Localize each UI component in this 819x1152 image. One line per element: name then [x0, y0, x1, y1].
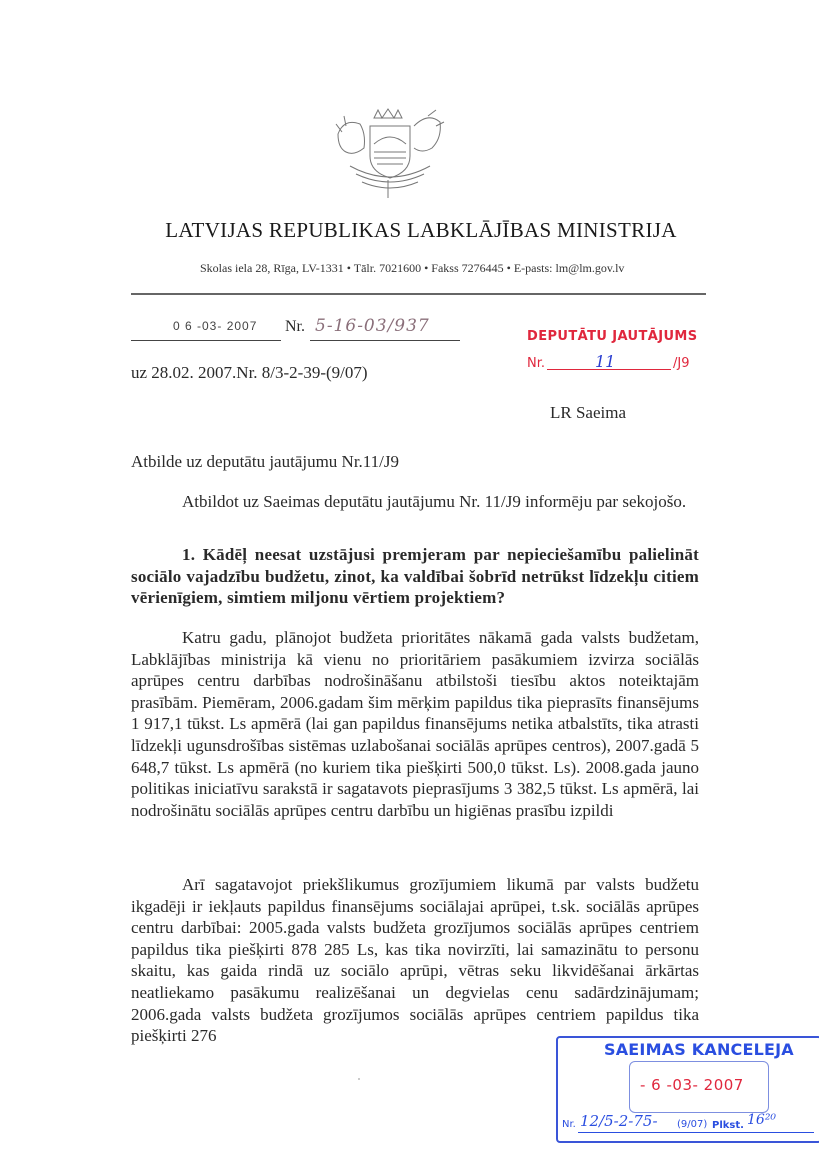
answer-paragraph-2	[131, 874, 699, 1047]
letter-nr-handwritten: 5-16-03/937	[315, 316, 430, 336]
scan-speck	[358, 1078, 360, 1080]
letter-date: 0 6 -03- 2007	[173, 319, 258, 333]
letter-nr-label: Nr.	[285, 318, 305, 335]
intro-text: Atbildot uz Saeimas deputātu jautājumu Nr. 11/J9 informēju par sekojošo.	[182, 492, 687, 511]
intro-paragraph	[131, 491, 699, 513]
deputy-stamp-nr-label: Nr.	[527, 356, 546, 371]
receipt-stamp-title: SAEIMAS KANCELEJA	[604, 1040, 794, 1059]
deputy-stamp-suffix: /J9	[673, 356, 690, 371]
letter-subject: Atbilde uz deputātu jautājumu Nr.11/J9	[131, 452, 400, 471]
receipt-stamp-date: - 6 -03- 2007	[640, 1076, 744, 1094]
answer-text-2: Arī sagatavojot priekšlikumus grozījumiem likumā par valsts budžetu ikgadēji ir iekļauts papildus finansējums sociālajai aprūpei, t.sk. sociālās aprūpes centru darbībai: 2005.gada valsts budžeta grozījumos sociālās aprūpes centriem papildus tika piešķirti 878 285 Ls, kas tika novirzīti, lai samazinātu to personu skaitu, kas gaida rindā uz sociālo aprūpi, vētras seku likvidēšanai ārkārtas neatliekamo pasākumu realizēšanai un degvielas cenu sadārdzinājumam; 2006.gada valsts budžeta grozījumos sociālās aprūpes centriem papildus tika piešķirti 276	[131, 875, 699, 1046]
ministry-name: LATVIJAS REPUBLIKAS LABKLĀJĪBAS MINISTRIJA	[165, 218, 677, 242]
ministry-address: Skolas iela 28, Rīga, LV-1331 • Tālr. 7021600 • Fakss 7276445 • E-pasts: lm@lm.gov.lv	[200, 261, 625, 275]
receipt-stamp-nr-handwritten: 12/5-2-75-	[580, 1112, 658, 1130]
deputy-stamp-title: DEPUTĀTU JAUTĀJUMS	[527, 329, 698, 344]
reply-reference: uz 28.02. 2007.Nr. 8/3-2-39-(9/07)	[131, 363, 368, 382]
header-divider	[131, 293, 706, 295]
deputy-stamp-number: 11	[595, 352, 616, 371]
receipt-stamp-time-label: Plkst.	[712, 1120, 744, 1131]
coat-of-arms-icon	[330, 104, 448, 200]
question-paragraph	[131, 544, 699, 609]
answer-text-1: Katru gadu, plānojot budžeta prioritātes nākamā gada valsts budžetam, Labklājības ministrija kā vienu no prioritāriem pasākumiem izvirza sociālās aprūpes centru darbības nodrošināšanu atbilstoši tiesību aktos noteiktajām prasībām. Piemēram, 2006.gadam šim mērķim papildus tika pieprasīts finansējums 1 917,1 tūkst. Ls apmērā (lai gan papildus finansējums netika atbalstīts, tika atrasti līdzekļi ugunsdrošības sistēmas uzlabošanai sociālās aprūpes centros), 2007.gadā 5 648,7 tūkst. Ls apmērā (no kuriem tika piešķirti 500,0 tūkst. Ls). 2008.gada jauno politikas iniciatīvu sarakstā ir sagatavots pieprasījums 3 382,5 tūkst. Ls apmērā, lai nodrošinātu sociālās aprūpes centru darbību un higiēnas prasību izpildi	[131, 628, 699, 820]
question-text: 1. Kādēļ neesat uzstājusi premjeram par nepieciešamību palielināt sociālo vajadzību budžetu, zinot, ka valdībai šobrīd netrūkst līdzekļu citiem vērienīgiem, simtiem miljonu vērtiem projektiem?	[131, 545, 699, 608]
receipt-stamp-underline	[578, 1132, 814, 1133]
receipt-stamp-year-code: (9/07)	[677, 1119, 708, 1130]
receipt-stamp-time-handwritten: 16²⁰	[747, 1112, 777, 1128]
recipient: LR Saeima	[550, 403, 627, 422]
receipt-stamp-nr-label: Nr.	[562, 1119, 576, 1130]
answer-paragraph-1	[131, 627, 699, 821]
